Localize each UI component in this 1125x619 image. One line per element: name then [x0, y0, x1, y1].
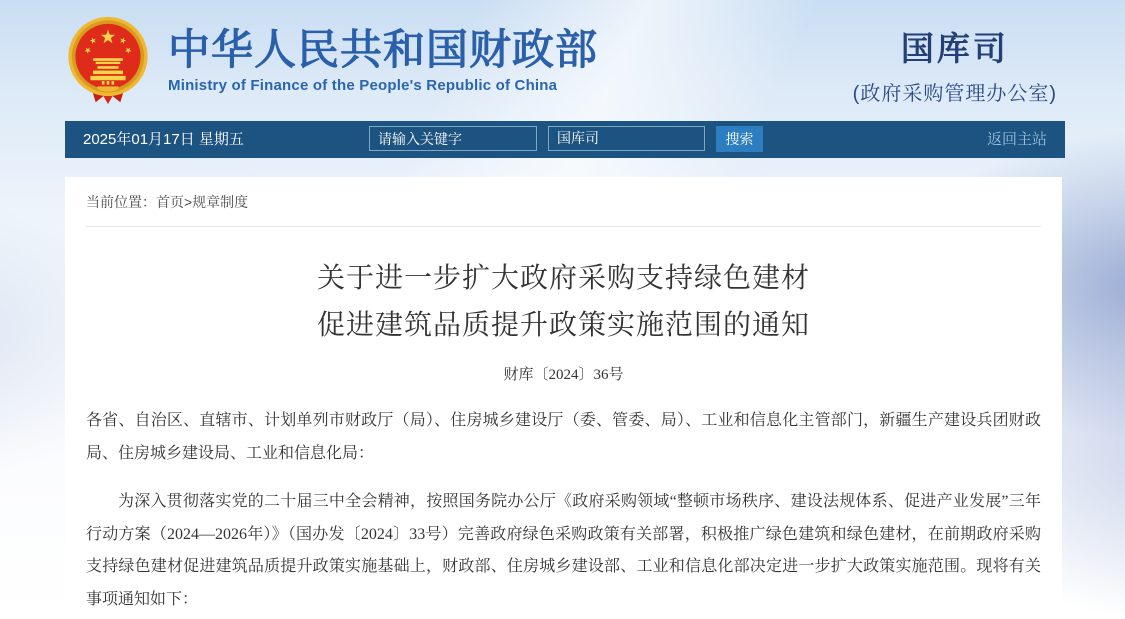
document-number: 财库〔2024〕36号 — [503, 367, 624, 383]
paragraph-intro: 为深入贯彻落实党的二十届三中全会精神，按照国务院办公厅《政府采购领域“整顿市场秩序、建设法规体系、促进产业发展”三年行动方案（2024—2026年）》（国办发〔2024〕33号）完善政府绿色采购政策有关部署，积极推广绿色建筑和绿色建材，在前期政府采购支持绿色建材促进建筑品质提升政策实施基础上，财政部、住房城乡建设部、工业和信息化部决定进一步扩大政策实施范围。现将有关事项通知如下： — [86, 493, 1041, 608]
breadcrumb-label: 当前位置： — [86, 194, 156, 210]
navbar — [65, 121, 1065, 158]
document-body — [86, 405, 1041, 616]
department-title: 国库司 — [900, 30, 1009, 67]
date-display: 2025年01月17日 星期五 — [83, 131, 244, 148]
site-subtitle-en: Ministry of Finance of the People's Republic of China — [168, 76, 558, 94]
document-title-line2: 促进建筑品质提升政策实施范围的通知 — [316, 309, 810, 340]
department-subtitle: (政府采购管理办公室) — [852, 83, 1057, 105]
section-select[interactable]: 国库司 — [548, 126, 705, 151]
breadcrumb — [86, 177, 1041, 227]
document-title-line1: 关于进一步扩大政府采购支持绿色建材 — [316, 262, 810, 293]
content-panel — [65, 177, 1062, 619]
brand-text — [168, 27, 598, 94]
document-title — [86, 254, 1041, 348]
national-emblem-icon — [64, 14, 152, 106]
return-home-link[interactable]: 返回主站 — [986, 131, 1047, 148]
site-title: 中华人民共和国财政部 — [168, 25, 599, 73]
department-block — [853, 30, 1057, 106]
search-button[interactable]: 搜索 — [716, 126, 763, 152]
site-header — [0, 0, 1125, 118]
brand — [64, 14, 598, 106]
search-input[interactable] — [369, 126, 537, 151]
breadcrumb-path[interactable]: 首页>规章制度 — [156, 194, 249, 210]
paragraph-addressees: 各省、自治区、直辖市、计划单列市财政厅（局）、住房城乡建设厅（委、管委、局）、工业和信息化主管部门，新疆生产建设兵团财政局、住房城乡建设局、工业和信息化局： — [86, 412, 1041, 462]
